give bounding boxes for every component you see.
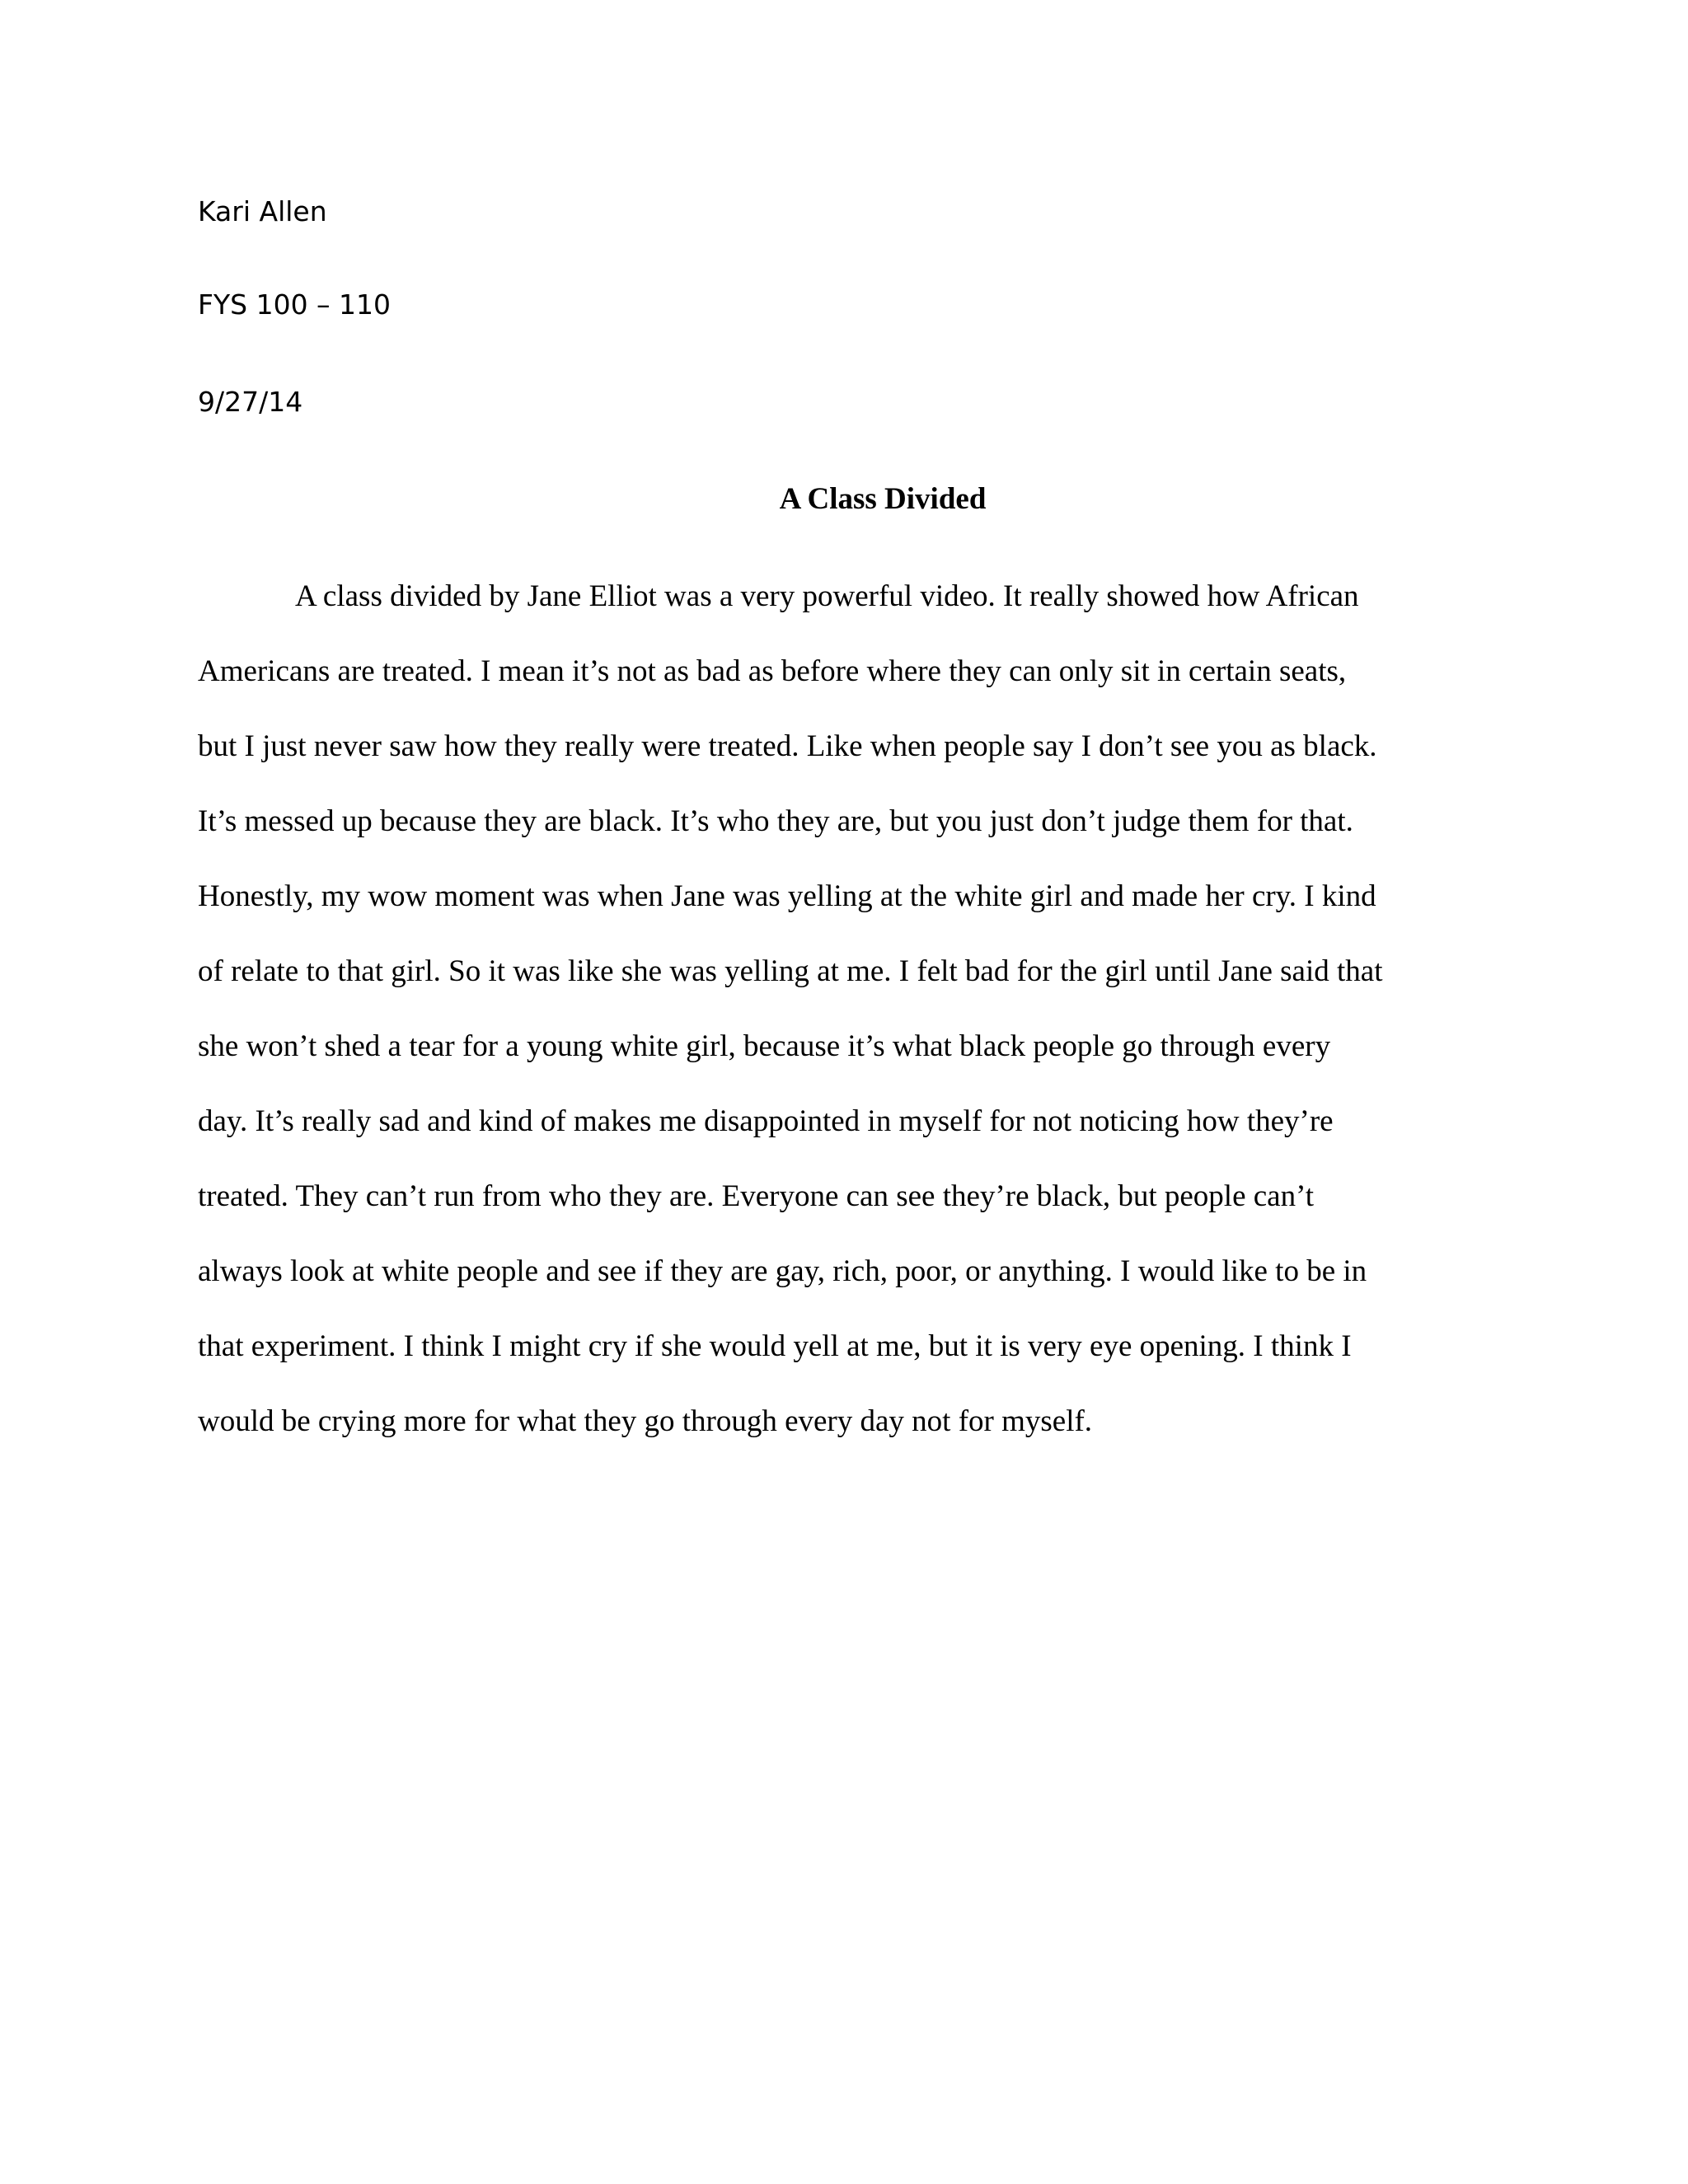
body-line: of relate to that girl. So it was like she was yelling at me. I felt bad for the girl until Jane said that <box>198 954 1383 988</box>
body-line: that experiment. I think I might cry if she would yell at me, but it is very eye opening. I think I <box>198 1329 1352 1363</box>
body-line: A class divided by Jane Elliot was a very powerful video. It really showed how African <box>295 579 1359 613</box>
assignment-date: 9/27/14 <box>198 386 303 418</box>
author-name: Kari Allen <box>198 195 327 227</box>
body-line: Honestly, my wow moment was when Jane was yelling at the white girl and made her cry. I kind <box>198 879 1376 913</box>
body-line: always look at white people and see if they are gay, rich, poor, or anything. I would like to be in <box>198 1254 1367 1288</box>
essay-title: A Class Divided <box>779 482 987 516</box>
body-line: It’s messed up because they are black. It’s who they are, but you just don’t judge them for that. <box>198 804 1353 838</box>
body-line: but I just never saw how they really were treated. Like when people say I don’t see you as black. <box>198 729 1377 763</box>
body-line: Americans are treated. I mean it’s not as bad as before where they can only sit in certain seats, <box>198 654 1347 688</box>
body-line: treated. They can’t run from who they are. Everyone can see they’re black, but people can’t <box>198 1179 1315 1213</box>
body-line: would be crying more for what they go through every day not for myself. <box>198 1404 1093 1438</box>
course-code: FYS 100 – 110 <box>198 288 392 321</box>
body-line: day. It’s really sad and kind of makes me disappointed in myself for not noticing how they’re <box>198 1104 1334 1138</box>
body-line: she won’t shed a tear for a young white girl, because it’s what black people go through every <box>198 1029 1331 1063</box>
